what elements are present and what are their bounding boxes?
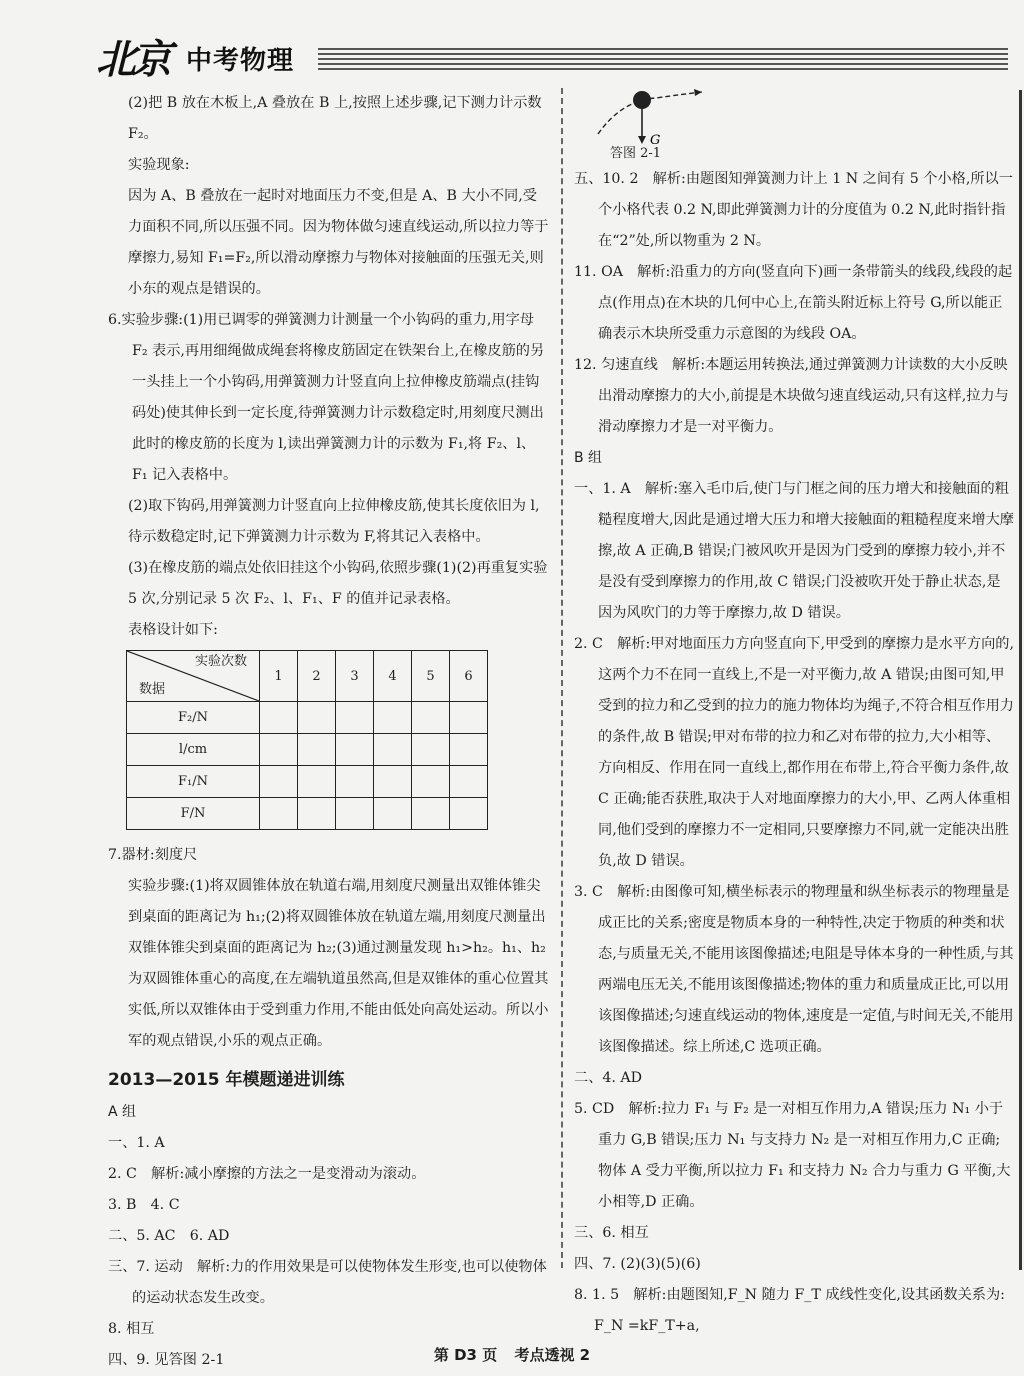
table-cell <box>336 766 374 798</box>
text-paragraph: 二、5. AC 6. AD <box>108 1228 230 1244</box>
data-table <box>126 650 488 830</box>
table-cell <box>298 798 336 830</box>
table-cell <box>450 702 488 734</box>
page-edge-mark <box>1019 90 1022 1270</box>
table-cell <box>374 734 412 766</box>
table-cell <box>260 702 298 734</box>
row-label: l/cm <box>127 734 260 766</box>
page-footer <box>0 1344 1024 1365</box>
column-header: 1 <box>260 651 298 702</box>
text-paragraph: 二、4. AD <box>574 1070 643 1086</box>
table-row <box>127 702 488 734</box>
text-paragraph: 3. C 解析:由图像可知,横坐标表示的物理量和纵坐标表示的物理量是成正比的关系;密度是物质本身的一种特性,决定于物质的种类和状态,与质量无关,不能用该图像描述;电阻是导体本身的一种性质,与其两端电压无关,不能用该图像描述;物体的重力和质量成正比,可以用该图像描述;匀速直线运动的物体,速度是一定值,与时间无关,不能用该图像描述。综上所述,C 选项正确。 <box>574 884 1014 1055</box>
table-cell <box>412 798 450 830</box>
table-cell <box>412 766 450 798</box>
table-cell <box>298 766 336 798</box>
column-header: 3 <box>336 651 374 702</box>
table-cell <box>374 702 412 734</box>
column-header: 2 <box>298 651 336 702</box>
text-paragraph: 实验步骤:(1)将双圆锥体放在轨道右端,用刻度尺测量出双锥体锥尖到桌面的距离记为 h₁;(2)将双圆锥体放在轨道左端,用刻度尺测量出双锥体锥尖到桌面的距离记为 h₂;(3)通过测量发现 h₁>h₂。h₁、h₂ 为双圆锥体重心的高度,在左端轨道虽然高,但是双锥体的重心位置其实低,所以双锥体由于受到重力作用,不能由低处向高处运动。所以小军的观点错误,小乐的观点正确。 <box>128 878 549 1049</box>
table-header-diagonal <box>127 651 260 702</box>
header-bottom-label: 数据 <box>139 682 166 697</box>
column-header: 5 <box>412 651 450 702</box>
header-top-label: 实验次数 <box>194 654 247 669</box>
gravity-label: G <box>650 133 661 148</box>
text-paragraph: 四、9. 见答图 2-1 <box>108 1352 225 1368</box>
row-label: F/N <box>127 798 260 830</box>
page-header <box>96 26 1012 83</box>
table-cell <box>450 766 488 798</box>
figure-caption: 答图 2-1 <box>610 146 662 161</box>
text-paragraph: 因为 A、B 叠放在一起时对地面压力不变,但是 A、B 大小不同,受力面积不同,所以压强不同。因为物体做匀速直线运动,所以拉力等于摩擦力,易知 F₁=F₂,所以滑动摩擦力与物体对接触面的压强无关,则小东的观点是错误的。 <box>128 188 549 297</box>
table-row <box>127 734 488 766</box>
text-paragraph: 实验现象: <box>128 157 190 173</box>
text-paragraph: 7.器材:刻度尺 <box>108 847 198 863</box>
text-paragraph: 四、7. (2)(3)(5)(6) <box>574 1256 701 1272</box>
header-rule-lines <box>318 48 1008 70</box>
footer-section: 考点透视 2 <box>514 1346 591 1364</box>
table-cell <box>450 734 488 766</box>
page-number: 第 D3 页 <box>433 1346 498 1364</box>
left-column <box>108 88 550 1376</box>
column-divider <box>561 88 563 1268</box>
section-title: 2013—2015 年模题递进训练 <box>108 1070 345 1090</box>
logo: 北京 <box>96 36 168 83</box>
group-b-label: B 组 <box>574 450 603 466</box>
text-paragraph: 三、6. 相互 <box>574 1225 649 1241</box>
text-paragraph: (3)在橡皮筋的端点处依旧挂这个小钩码,依照步骤(1)(2)再重复实验 5 次,分别记录 5 次 F₂、l、F₁、F 的值并记录表格。 <box>128 560 548 607</box>
text-paragraph: 8. 相互 <box>108 1321 155 1337</box>
text-paragraph: (2)取下钩码,用弹簧测力计竖直向上拉伸橡皮筋,使其长度依旧为 l,待示数稳定时,记下弹簧测力计示数为 F,将其记入表格中。 <box>128 498 540 545</box>
text-paragraph: 6.实验步骤:(1)用已调零的弹簧测力计测量一个小钩码的重力,用字母 F₂ 表示,再用细绳做成绳套将橡皮筋固定在铁架台上,在橡皮筋的另一头挂上一个小钩码,用弹簧测力计竖直向上拉伸橡皮筋端点(挂钩码处)使其伸长到一定长度,待弹簧测力计示数稳定时,用刻度尺测出此时的橡皮筋的长度为 l,读出弹簧测力计的示数为 F₁,将 F₂、l、F₁ 记入表格中。 <box>108 312 545 483</box>
text-paragraph: 三、7. 运动 解析:力的作用效果是可以使物体发生形变,也可以使物体的运动状态发生改变。 <box>108 1259 547 1306</box>
table-cell <box>298 734 336 766</box>
text-paragraph: 8. 1. 5 解析:由题图知,F_N 随力 F_T 成线性变化,设其函数关系为: <box>574 1287 1005 1303</box>
text-paragraph: 2. C 解析:甲对地面压力方向竖直向下,甲受到的摩擦力是水平方向的,这两个力不在同一直线上,不是一对平衡力,故 A 错误;由图可知,甲受到的拉力和乙受到的拉力的施力物体均为绳子,不符合相互作用力的条件,故 B 错误;甲对布带的拉力和乙对布带的拉力,大小相等、方向相反、作用在同一直线上,都作用在布带上,符合平衡力条件,故 C 正确;能否获胜,取决于人对地面摩擦力的大小,甲、乙两人体重相同,他们受到的摩擦力不一定相同,只要摩擦力不同,就一定能决出胜负,故 D 错误。 <box>574 636 1014 869</box>
table-cell <box>412 734 450 766</box>
text-paragraph: 一、1. A 解析:塞入毛巾后,使门与门框之间的压力增大和接触面的粗糙程度增大,因此是通过增大压力和增大接触面的粗糙程度来增大摩擦,故 A 正确,B 错误;门被风吹开是因为门受到的摩擦力较小,并不是没有受到摩擦力的作用,故 C 错误;门没被吹开处于静止状态,是因为风吹门的力等于摩擦力,故 D 错误。 <box>574 481 1014 621</box>
table-cell <box>450 798 488 830</box>
text-paragraph: F_N =kF_T+a, <box>594 1318 700 1334</box>
text-paragraph: 3. B 4. C <box>108 1197 180 1213</box>
answer-figure <box>574 86 1014 164</box>
text-paragraph: 五、10. 2 解析:由题图知弹簧测力计上 1 N 之间有 5 个小格,所以一个小格代表 0.2 N,即此弹簧测力计的分度值为 0.2 N,此时指针指在“2”处,所以物重为 2 N。 <box>574 171 1013 249</box>
table-cell <box>374 798 412 830</box>
table-cell <box>260 734 298 766</box>
table-cell <box>412 702 450 734</box>
text-paragraph: 2. C 解析:减小摩擦的方法之一是变滑动为滚动。 <box>108 1166 426 1182</box>
group-a-label: A 组 <box>108 1104 137 1120</box>
text-paragraph: 5. CD 解析:拉力 F₁ 与 F₂ 是一对相互作用力,A 错误;压力 N₁ 小于重力 G,B 错误;压力 N₁ 与支持力 N₂ 是一对相互作用力,C 正确;物体 A 受力平衡,所以拉力 F₁ 和支持力 N₂ 合力与重力 G 平衡,大小相等,D 正确。 <box>574 1101 1011 1210</box>
text-paragraph: 12. 匀速直线 解析:本题运用转换法,通过弹簧测力计读数的大小反映出滑动摩擦力的大小,前提是木块做匀速直线运动,只有这样,拉力与滑动摩擦力才是一对平衡力。 <box>574 357 1009 435</box>
right-column <box>574 88 1014 1342</box>
table-cell <box>374 766 412 798</box>
table-cell <box>336 798 374 830</box>
text-paragraph: (2)把 B 放在木板上,A 叠放在 B 上,按照上述步骤,记下测力计示数 F₂。 <box>128 95 542 142</box>
row-label: F₁/N <box>127 766 260 798</box>
text-paragraph: 一、1. A <box>108 1135 165 1151</box>
table-row <box>127 798 488 830</box>
column-header: 4 <box>374 651 412 702</box>
table-cell <box>298 702 336 734</box>
column-header: 6 <box>450 651 488 702</box>
row-label: F₂/N <box>127 702 260 734</box>
table-cell <box>260 766 298 798</box>
table-cell <box>336 734 374 766</box>
header-title: 中考物理 <box>186 46 295 76</box>
text-paragraph: 表格设计如下: <box>128 622 218 638</box>
text-paragraph: 11. OA 解析:沿重力的方向(竖直向下)画一条带箭头的线段,线段的起点(作用点)在木块的几何中心上,在箭头附近标上符号 G,所以能正确表示木块所受重力示意图的为线段 OA。 <box>574 264 1013 342</box>
table-cell <box>260 798 298 830</box>
table-row <box>127 766 488 798</box>
table-cell <box>336 702 374 734</box>
